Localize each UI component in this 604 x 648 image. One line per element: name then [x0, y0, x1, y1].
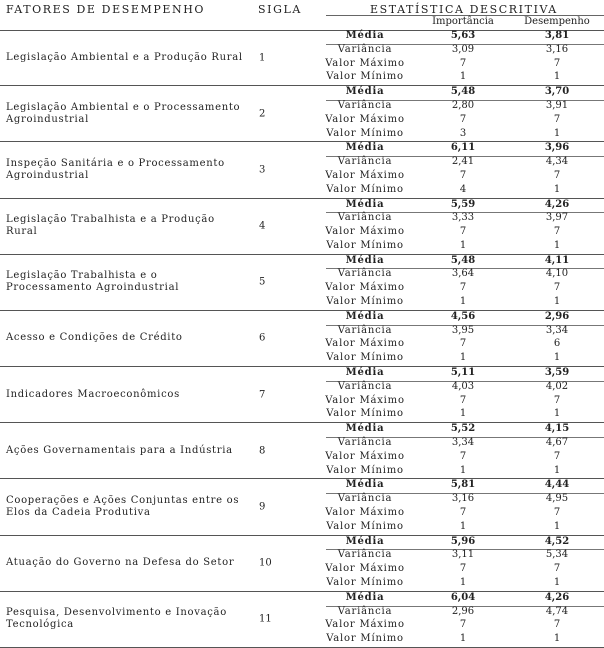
importancia-value: 7 [459, 113, 467, 125]
importancia-value: 1 [459, 633, 467, 645]
stat-row [0, 240, 604, 253]
stat-label: Valor Mínimo [326, 296, 404, 308]
stat-label: Variância [337, 605, 393, 617]
fator-label: Acesso e Condições de Crédito [6, 332, 183, 344]
stat-row [0, 212, 604, 225]
stat-label: Média [345, 423, 385, 435]
stat-label: Valor Mínimo [326, 633, 404, 645]
stat-row [0, 86, 604, 99]
stat-label: Valor Mínimo [326, 127, 404, 139]
table-row [0, 255, 604, 311]
stat-label: Valor Mínimo [326, 520, 404, 532]
stat-label: Valor Mínimo [326, 576, 404, 588]
importancia-value: 7 [459, 226, 467, 238]
importancia-value: 3 [459, 127, 467, 139]
stat-row [0, 592, 604, 605]
stat-label: Média [345, 86, 385, 98]
importancia-value: 7 [459, 563, 467, 575]
stat-label: Média [345, 254, 385, 266]
sigla-value: 10 [259, 557, 272, 569]
stat-label: Valor Máximo [325, 57, 405, 69]
stat-row [0, 437, 604, 450]
importancia-value: 7 [459, 394, 467, 406]
desempenho-value: 4,34 [545, 156, 569, 168]
stat-row [0, 367, 604, 380]
importancia-value: 5,63 [450, 30, 476, 41]
stat-label: Variância [337, 268, 393, 280]
stat-label: Valor Mínimo [326, 352, 404, 364]
header-estatistica: ESTATÍSTICA DESCRITIVA [370, 3, 558, 16]
importancia-value: 7 [459, 450, 467, 462]
stat-row [0, 128, 604, 141]
stat-label: Variância [337, 212, 393, 224]
desempenho-value: 1 [553, 296, 561, 308]
stat-row [0, 423, 604, 436]
table-row [0, 311, 604, 367]
desempenho-value: 4,74 [545, 605, 569, 617]
table-row [0, 479, 604, 535]
desempenho-value: 6 [553, 338, 561, 350]
sigla-value: 6 [259, 332, 266, 344]
table-row [0, 423, 604, 479]
importancia-value: 2,96 [451, 605, 475, 617]
importancia-value: 7 [459, 338, 467, 350]
fator-label: Legislação Ambiental e a Produção Rural [6, 51, 243, 63]
importancia-value: 1 [459, 239, 467, 251]
stat-row [0, 408, 604, 421]
stat-row [0, 142, 604, 155]
stat-label: Média [345, 310, 385, 322]
stat-label: Média [345, 30, 385, 41]
stat-row [0, 536, 604, 549]
stat-label: Variância [337, 99, 393, 111]
stat-label: Média [345, 198, 385, 210]
stat-row [0, 606, 604, 619]
stat-label: Valor Máximo [325, 169, 405, 181]
stat-row [0, 44, 604, 57]
stat-label: Média [345, 535, 385, 547]
desempenho-value: 7 [553, 57, 561, 69]
stat-label: Valor Máximo [325, 282, 405, 294]
desempenho-value: 1 [553, 183, 561, 195]
stat-label: Valor Mínimo [326, 71, 404, 83]
desempenho-value: 1 [553, 633, 561, 645]
stat-label: Média [345, 479, 385, 491]
stat-row [0, 268, 604, 281]
header-desempenho: Desempenho [524, 16, 590, 27]
importancia-value: 7 [459, 282, 467, 294]
header-importancia: Importância [432, 16, 494, 27]
table-row [0, 142, 604, 198]
table-body [0, 30, 604, 648]
desempenho-value: 7 [553, 282, 561, 294]
stat-label: Variância [337, 380, 393, 392]
desempenho-value: 1 [553, 576, 561, 588]
importancia-value: 6,11 [450, 142, 476, 154]
table-row [0, 86, 604, 142]
sigla-value: 7 [259, 389, 266, 401]
importancia-value: 7 [459, 57, 467, 69]
table-row [0, 30, 604, 86]
stat-row [0, 352, 604, 365]
desempenho-value: 1 [553, 464, 561, 476]
stat-row [0, 58, 604, 71]
desempenho-value: 7 [553, 169, 561, 181]
stat-row [0, 381, 604, 394]
desempenho-value: 4,02 [545, 380, 569, 392]
stat-label: Valor Máximo [325, 619, 405, 631]
desempenho-value: 4,11 [544, 254, 570, 266]
importancia-value: 4,03 [451, 380, 475, 392]
importancia-value: 3,09 [451, 43, 475, 55]
desempenho-value: 4,26 [544, 198, 570, 210]
importancia-value: 5,11 [450, 367, 476, 379]
desempenho-value: 3,16 [545, 43, 569, 55]
stat-row [0, 507, 604, 520]
stat-row [0, 184, 604, 197]
sigla-value: 3 [259, 164, 266, 176]
stat-row [0, 311, 604, 324]
stat-label: Valor Máximo [325, 226, 405, 238]
stat-label: Valor Máximo [325, 113, 405, 125]
stat-label: Valor Máximo [325, 450, 405, 462]
desempenho-value: 7 [553, 226, 561, 238]
fator-label: Pesquisa, Desenvolvimento e Inovação Tecnológica [6, 607, 227, 631]
desempenho-value: 3,70 [544, 86, 570, 98]
desempenho-value: 4,44 [544, 479, 570, 491]
stat-label: Valor Mínimo [326, 464, 404, 476]
importancia-value: 7 [459, 506, 467, 518]
desempenho-value: 4,15 [544, 423, 570, 435]
importancia-value: 3,11 [451, 549, 475, 561]
header-fatores: FATORES DE DESEMPENHO [6, 3, 206, 16]
stat-row [0, 521, 604, 534]
fator-label: Legislação Ambiental e o Processamento Agroindustrial [6, 101, 241, 125]
stat-row [0, 71, 604, 84]
importancia-value: 3,64 [451, 268, 475, 280]
fator-label: Indicadores Macroeconômicos [6, 388, 180, 400]
desempenho-value: 7 [553, 563, 561, 575]
importancia-value: 3,33 [451, 212, 475, 224]
desempenho-value: 4,10 [545, 268, 569, 280]
desempenho-value: 1 [553, 352, 561, 364]
sigla-value: 1 [259, 52, 266, 64]
desempenho-value: 7 [553, 113, 561, 125]
sigla-value: 9 [259, 501, 266, 513]
desempenho-value: 1 [553, 408, 561, 420]
importancia-value: 5,48 [450, 86, 476, 98]
stat-row [0, 577, 604, 590]
importancia-value: 1 [459, 71, 467, 83]
stat-row [0, 479, 604, 492]
importancia-value: 5,48 [450, 254, 476, 266]
stat-row [0, 563, 604, 576]
desempenho-value: 4,67 [545, 436, 569, 448]
desempenho-value: 7 [553, 619, 561, 631]
importancia-value: 1 [459, 408, 467, 420]
desempenho-value: 3,81 [544, 30, 570, 41]
importancia-value: 1 [459, 520, 467, 532]
importancia-value: 3,95 [451, 324, 475, 336]
sigla-value: 8 [259, 445, 266, 457]
header-sigla: SIGLA [258, 3, 302, 16]
stat-row [0, 226, 604, 239]
importancia-value: 1 [459, 576, 467, 588]
fator-label: Inspeção Sanitária e o Processamento Agroindustrial [6, 157, 225, 181]
sigla-value: 4 [259, 220, 266, 232]
stat-row [0, 338, 604, 351]
stat-label: Valor Máximo [325, 338, 405, 350]
fator-label: Atuação do Governo na Defesa do Setor [6, 557, 235, 569]
importancia-value: 4 [459, 183, 467, 195]
stat-row [0, 282, 604, 295]
desempenho-value: 3,96 [544, 142, 570, 154]
importancia-value: 6,04 [450, 591, 476, 603]
desempenho-value: 5,34 [545, 549, 569, 561]
importancia-value: 5,81 [450, 479, 476, 491]
importancia-value: 7 [459, 619, 467, 631]
desempenho-value: 3,59 [544, 367, 570, 379]
stat-label: Variância [337, 156, 393, 168]
sigla-value: 2 [259, 108, 266, 120]
desempenho-value: 4,26 [544, 591, 570, 603]
stat-label: Variância [337, 43, 393, 55]
importancia-value: 5,96 [450, 535, 476, 547]
fator-label: Ações Governamentais para a Indústria [6, 444, 233, 456]
desempenho-value: 7 [553, 506, 561, 518]
desempenho-value: 7 [553, 450, 561, 462]
table-row [0, 592, 604, 648]
stat-row [0, 325, 604, 338]
importancia-value: 7 [459, 169, 467, 181]
stat-row [0, 30, 604, 43]
stat-row [0, 633, 604, 646]
importancia-value: 1 [459, 296, 467, 308]
importancia-value: 5,52 [450, 423, 476, 435]
stat-label: Valor Mínimo [326, 183, 404, 195]
stat-row [0, 549, 604, 562]
table-row [0, 199, 604, 255]
desempenho-value: 1 [553, 127, 561, 139]
desempenho-value: 7 [553, 394, 561, 406]
stat-label: Média [345, 367, 385, 379]
desempenho-value: 1 [553, 71, 561, 83]
stat-row [0, 451, 604, 464]
desempenho-value: 3,91 [545, 99, 569, 111]
desempenho-value: 1 [553, 239, 561, 251]
stat-row [0, 156, 604, 169]
stat-label: Valor Máximo [325, 506, 405, 518]
stat-row [0, 199, 604, 212]
desempenho-value: 1 [553, 520, 561, 532]
stat-row [0, 493, 604, 506]
stat-row [0, 395, 604, 408]
stat-label: Variância [337, 549, 393, 561]
table-header [0, 0, 604, 31]
stat-row [0, 296, 604, 309]
importancia-value: 4,56 [450, 310, 476, 322]
desempenho-value: 4,52 [544, 535, 570, 547]
importancia-value: 2,41 [451, 156, 475, 168]
importancia-value: 2,80 [451, 99, 475, 111]
importancia-value: 1 [459, 352, 467, 364]
table-row [0, 367, 604, 423]
sigla-value: 11 [259, 613, 272, 625]
desempenho-value: 3,34 [545, 324, 569, 336]
stat-label: Variância [337, 436, 393, 448]
importancia-value: 3,16 [451, 493, 475, 505]
stat-label: Média [345, 142, 385, 154]
stat-row [0, 170, 604, 183]
desempenho-value: 2,96 [544, 310, 570, 322]
desempenho-value: 3,97 [545, 212, 569, 224]
table-row [0, 536, 604, 592]
stat-label: Variância [337, 324, 393, 336]
fator-label: Legislação Trabalhista e a Produção Rural [6, 214, 215, 238]
stat-label: Valor Mínimo [326, 408, 404, 420]
fator-label: Cooperações e Ações Conjuntas entre os Elos da Cadeia Produtiva [6, 494, 240, 518]
stat-label: Valor Máximo [325, 563, 405, 575]
stat-row [0, 465, 604, 478]
stat-label: Valor Mínimo [326, 239, 404, 251]
importancia-value: 1 [459, 464, 467, 476]
stat-label: Variância [337, 493, 393, 505]
stat-row [0, 255, 604, 268]
stat-label: Média [345, 591, 385, 603]
importancia-value: 3,34 [451, 436, 475, 448]
stat-row [0, 100, 604, 113]
stat-row [0, 114, 604, 127]
importancia-value: 5,59 [450, 198, 476, 210]
stat-row [0, 619, 604, 632]
stat-label: Valor Máximo [325, 394, 405, 406]
fator-label: Legislação Trabalhista e o Processamento Agroindustrial [6, 270, 180, 294]
sigla-value: 5 [259, 276, 266, 288]
desempenho-value: 4,95 [545, 493, 569, 505]
